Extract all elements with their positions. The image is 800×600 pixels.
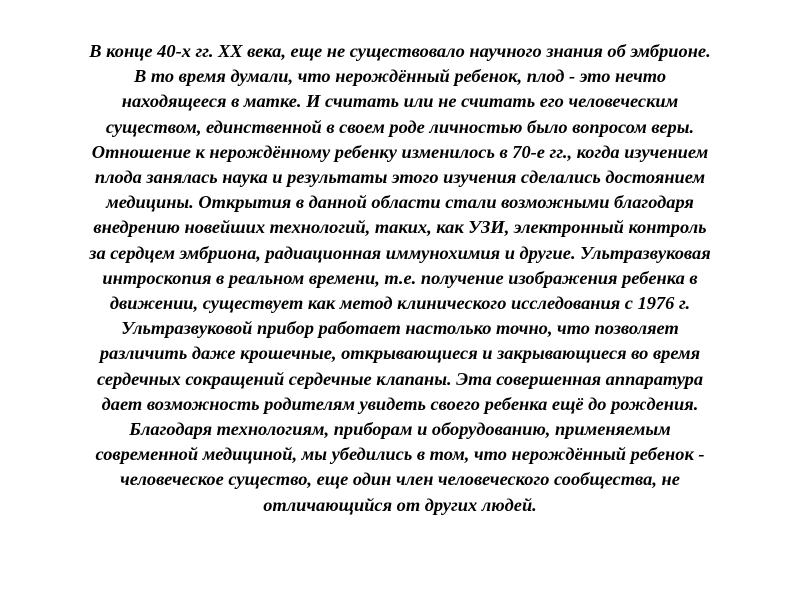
text-line: В конце 40-х гг. XX века, еще не существовало научного знания об эмбрионе. (89, 41, 711, 61)
text-line: различить даже крошечные, открывающиеся и закрывающиеся во время (99, 343, 701, 364)
text-line: сердечных сокращений сердечные клапаны. Эта совершенная аппаратура (96, 368, 704, 389)
text-line: движении, существует как метод клинического исследования с 1976 г. (109, 293, 691, 314)
text-line: Ультразвуковой прибор работает настолько точно, что позволяет (121, 318, 679, 339)
text-line: отличающийся от других людей. (263, 494, 537, 515)
text-line: интроскопия в реальном времени, т.е. получение изображения ребенка в (102, 267, 698, 288)
text-line: Благодаря технологиям, приборам и оборудованию, применяемым (129, 419, 671, 440)
text-line: внедрению новейших технологий, таких, как УЗИ, электронный контроль (93, 217, 707, 238)
text-line: Отношение к нерождённому ребенку изменилось в 70-е гг., когда изучением (91, 141, 709, 162)
text-line: дает возможность родителям увидеть своего ребенка ещё до рождения. (101, 393, 699, 414)
text-line: медицины. Открытия в данной области стали возможными благодаря (106, 192, 694, 213)
text-line: плода занялась наука и результаты этого изучения сделались достоянием (94, 167, 706, 188)
text-line: человеческое существо, еще один член человеческого сообщества, не (120, 469, 680, 490)
text-line: В то время думали, что нерождённый ребенок, плод - это нечто (133, 66, 667, 87)
text-line: находящееся в матке. И считать или не считать его человеческим (121, 91, 679, 112)
text-line: существом, единственной в своем роде личностью было вопросом веры. (105, 116, 695, 137)
body-text (16, 39, 784, 518)
text-line: за сердцем эмбриона, радиационная иммунохимия и другие. Ультразвуковая (89, 242, 711, 263)
text-line: современной медициной, мы убедились в том, что нерождённый ребенок - (95, 444, 705, 465)
